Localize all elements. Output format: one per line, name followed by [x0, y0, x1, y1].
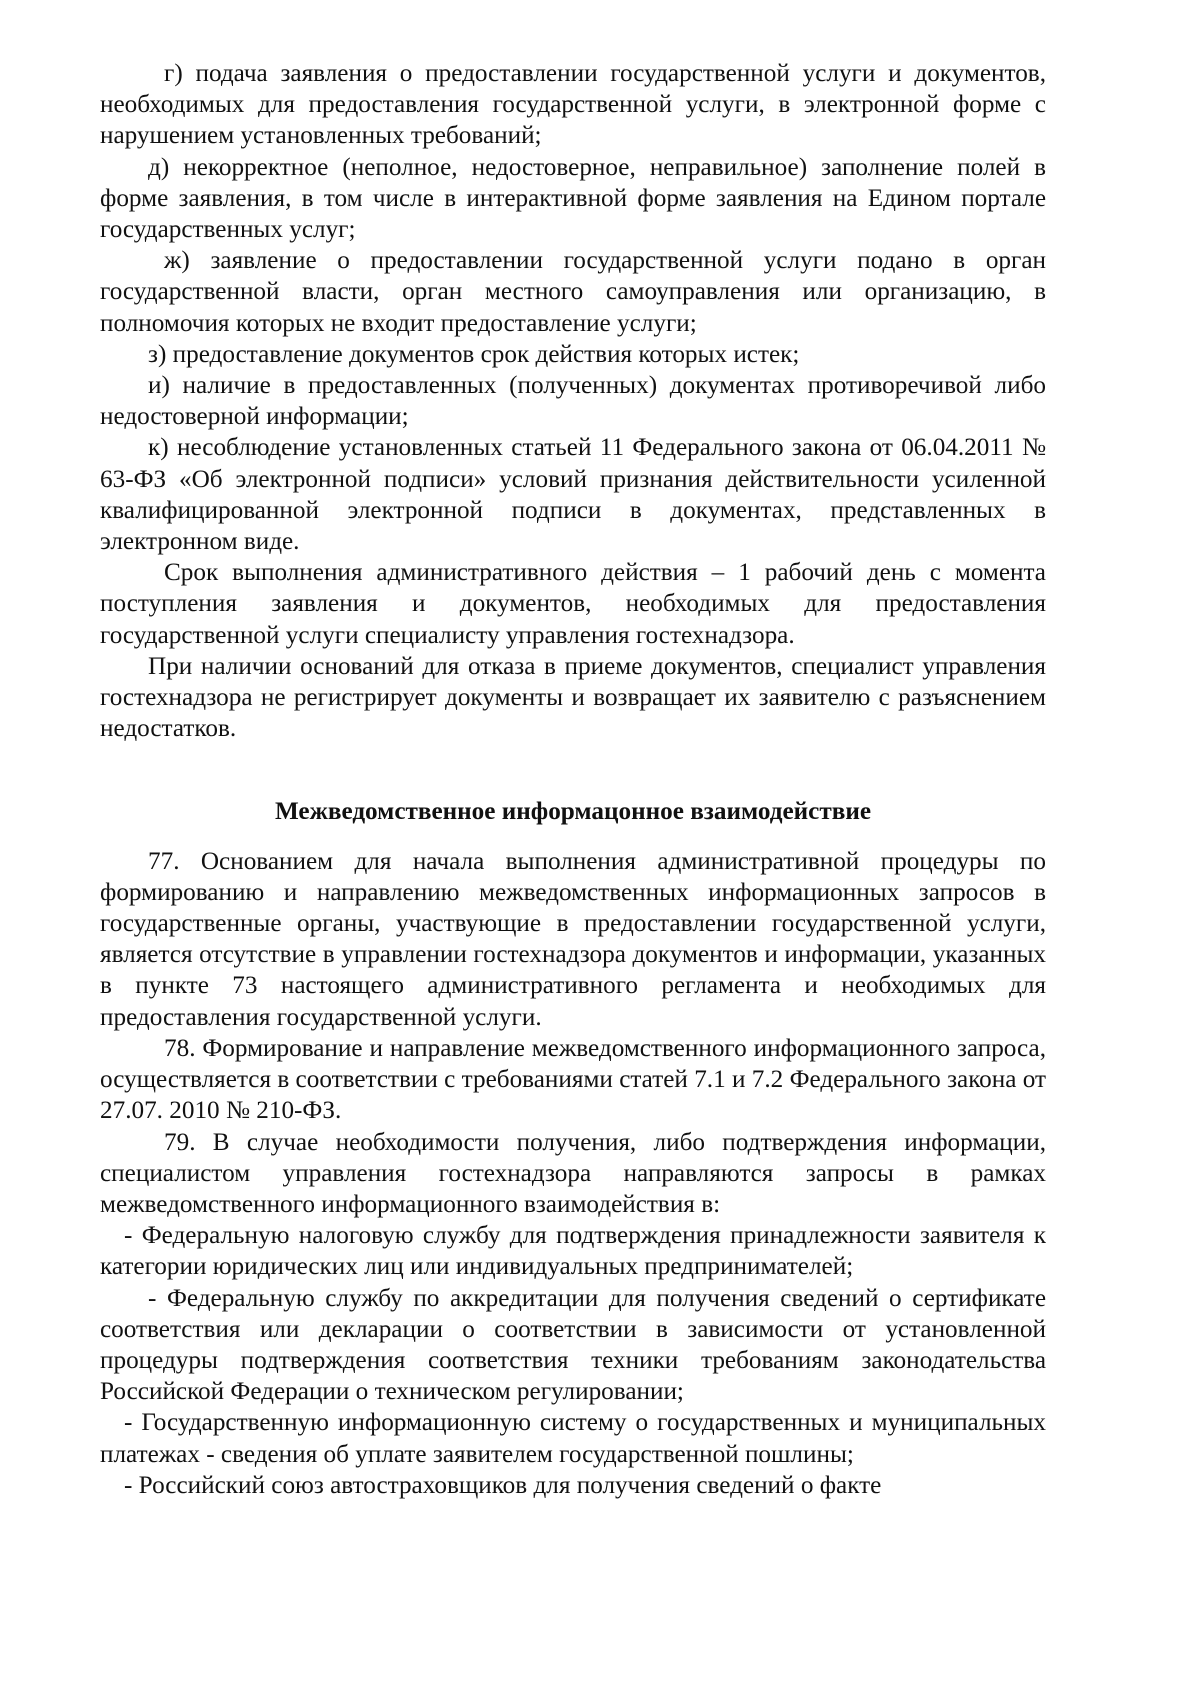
paragraph-deadline: Срок выполнения административного действия – 1 рабочий день с момента поступления заявления и документов, необходимых для предоставления государственной услуги специалисту управления гостехнадзора.: [100, 559, 1046, 649]
section-heading: Межведомственное информацонное взаимодействие: [274, 798, 872, 826]
paragraph-79: 79. В случае необходимости получения, либо подтверждения информации, специалистом управления гостехнадзора направляются запросы в рамках межведомственного информационного взаимодействия в:: [100, 1128, 1046, 1218]
paragraph-78: 78. Формирование и направление межведомственного информационного запроса, осуществляется в соответствии с требованиями статей 7.1 и 7.2 Федерального закона от 27.07. 2010 № 210-ФЗ.: [100, 1034, 1046, 1125]
document-page: [100, 58, 1046, 1501]
list-item-tax-service: - Федеральную налоговую службу для подтверждения принадлежности заявителя к категории юридических лиц или индивидуальных предпринимателей;: [100, 1222, 1046, 1281]
paragraph-item-i: и) наличие в предоставленных (полученных) документах противоречивой либо недостоверной информации;: [100, 372, 1046, 431]
list-item-payments-system: - Государственную информационную систему о государственных и муниципальных платежах - сведения об уплате заявителем государственной пошлины;: [100, 1409, 1046, 1468]
paragraph-refusal: При наличии оснований для отказа в приеме документов, специалист управления гостехнадзора не регистрирует документы и возвращает их заявителю с разъяснением недостатков.: [100, 652, 1046, 743]
paragraph-item-zh: ж) заявление о предоставлении государственной услуги подано в орган государственной власти, орган местного самоуправления или организацию, в полномочия которых не входит предоставление услуги;: [100, 247, 1046, 337]
paragraph-item-z: з) предоставление документов срок действия которых истек;: [148, 340, 800, 368]
paragraph-item-k: к) несоблюдение установленных статьей 11 Федерального закона от 06.04.2011 № 63-ФЗ «Об электронной подписи» условий признания действительности усиленной квалифицированной электронной подписи в документах, представленных в электронном виде.: [100, 434, 1046, 556]
list-item-accreditation: - Федеральную службу по аккредитации для получения сведений о сертификате соответствия или декларации о соответствии в зависимости от установленной процедуры подтверждения соответствия техники требованиям законодательства Российской Федерации о техническом регулировании;: [100, 1284, 1046, 1406]
list-item-insurers-union: - Российский союз автостраховщиков для получения сведений о факте: [124, 1471, 882, 1499]
paragraph-item-d: д) некорректное (неполное, недостоверное, неправильное) заполнение полей в форме заявления, в том числе в интерактивной форме заявления на Едином портале государственных услуг;: [100, 153, 1046, 244]
paragraph-77: 77. Основанием для начала выполнения административной процедуры по формированию и направлению межведомственных информационных запросов в государственные органы, участвующие в предоставлении государственной услуги, является отсутствие в управлении гостехнадзора документов и информации, указанных в пункте 73 настоящего административного регламента и необходимых для предоставления государственной услуги.: [100, 847, 1046, 1031]
paragraph-item-g: г) подача заявления о предоставлении государственной услуги и документов, необходимых для предоставления государственной услуги, в электронной форме с нарушением установленных требований;: [100, 60, 1046, 150]
